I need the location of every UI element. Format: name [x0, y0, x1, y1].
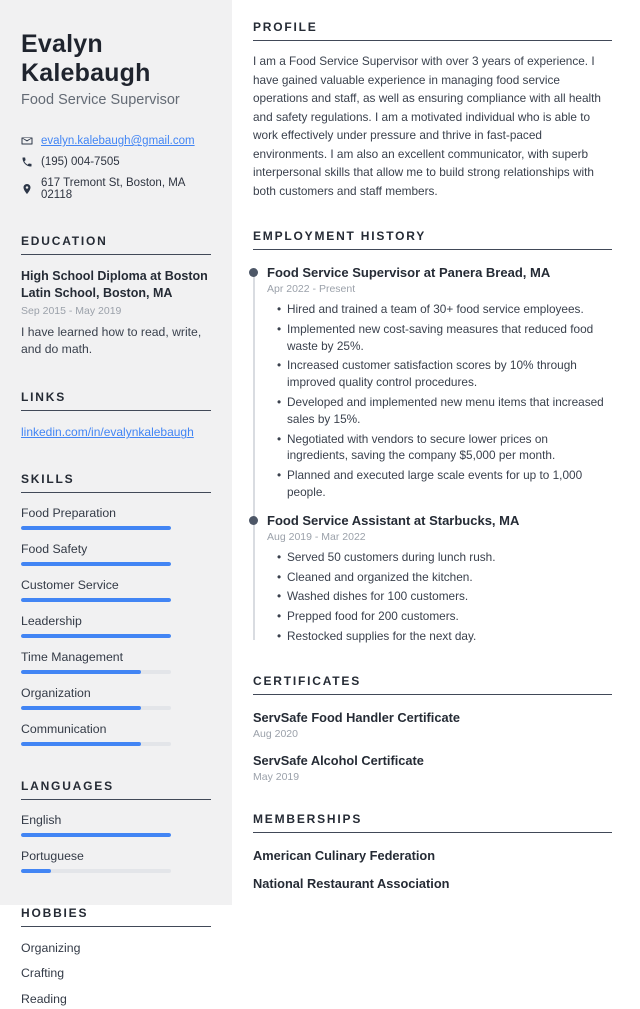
job-bullet: • Developed and implemented new menu items that increased sales by 15%.	[277, 394, 612, 428]
skill-bar-fill	[21, 742, 141, 746]
job-bullet: • Restocked supplies for the next day.	[277, 628, 612, 645]
skill-bar-fill	[21, 562, 171, 566]
education-heading: EDUCATION	[21, 234, 211, 255]
education-degree: High School Diploma at Boston Latin School, Boston, MA	[21, 269, 208, 300]
phone-icon	[21, 156, 33, 168]
certificate-item	[253, 710, 612, 740]
profile-heading: PROFILE	[253, 20, 612, 41]
languages-heading: LANGUAGES	[21, 779, 211, 800]
languages-section	[21, 779, 211, 873]
skill-label: Leadership	[21, 614, 82, 629]
skill-item	[21, 686, 211, 710]
employment-section	[253, 229, 612, 645]
job-bullet: • Increased customer satisfaction scores by 10% through improved quality control procedures.	[277, 357, 612, 391]
job-dates: Aug 2019 - Mar 2022	[267, 530, 366, 543]
skill-item	[21, 542, 211, 566]
skill-label: Time Management	[21, 650, 124, 665]
hobby-item: Organizing	[21, 941, 81, 956]
language-label: Portuguese	[21, 849, 84, 864]
education-section	[21, 234, 211, 357]
person-job-title: Food Service Supervisor	[21, 92, 180, 108]
certificates-heading: CERTIFICATES	[253, 674, 612, 695]
job-bullet: • Negotiated with vendors to secure lower prices on ingredients, saving the company $5,000 per month.	[277, 431, 612, 465]
skill-label: Customer Service	[21, 578, 119, 593]
links-heading: LINKS	[21, 390, 211, 411]
skill-bar-fill	[21, 634, 171, 638]
memberships-section	[253, 812, 612, 891]
employment-heading: EMPLOYMENT HISTORY	[253, 229, 612, 250]
skill-bar-track	[21, 598, 171, 602]
timeline-dot	[249, 268, 258, 277]
skill-bar-track	[21, 706, 171, 710]
email-link[interactable]: evalyn.kalebaugh@gmail.com	[41, 135, 195, 147]
address-text: 617 Tremont St, Boston, MA 02118	[41, 177, 185, 201]
language-bar-track	[21, 869, 171, 873]
main-column	[232, 0, 640, 905]
memberships-heading: MEMBERSHIPS	[253, 812, 612, 833]
language-bar-fill	[21, 833, 171, 837]
language-bar-track	[21, 833, 171, 837]
contact-email-row	[21, 135, 211, 147]
language-bar-fill	[21, 869, 51, 873]
certificates-section	[253, 674, 612, 783]
job-bullet: • Hired and trained a team of 30+ food service employees.	[277, 301, 612, 318]
language-item	[21, 813, 211, 837]
hobbies-heading: HOBBIES	[21, 906, 211, 927]
skill-bar-fill	[21, 706, 141, 710]
certificate-title: ServSafe Alcohol Certificate	[253, 752, 424, 768]
sidebar	[0, 0, 232, 1006]
job-bullet: • Served 50 customers during lunch rush.	[277, 549, 612, 566]
job-title: Food Service Supervisor at Panera Bread, MA	[267, 265, 551, 280]
skill-bar-fill	[21, 526, 171, 530]
timeline-dot	[249, 516, 258, 525]
skill-item	[21, 578, 211, 602]
hobby-item: Reading	[21, 991, 67, 1006]
job-bullet: • Planned and executed large scale events for up to 1,000 people.	[277, 467, 612, 501]
skill-bar-track	[21, 670, 171, 674]
job-dates: Apr 2022 - Present	[267, 283, 356, 295]
job-entry	[267, 513, 612, 645]
skill-label: Food Preparation	[21, 506, 117, 521]
list-item	[21, 425, 211, 439]
job-bullet-list	[267, 549, 612, 645]
job-bullet: • Cleaned and organized the kitchen.	[277, 569, 612, 586]
job-bullet-list	[267, 301, 612, 501]
skill-bar-fill	[21, 598, 171, 602]
hobby-item: Crafting	[21, 966, 65, 981]
education-description: I have learned how to read, write, and do math.	[21, 324, 202, 356]
job-bullet: • Washed dishes for 100 customers.	[277, 588, 612, 605]
skill-item	[21, 614, 211, 638]
skill-bar-track	[21, 634, 171, 638]
skill-label: Organization	[21, 686, 91, 701]
certificate-date: Aug 2020	[253, 727, 298, 740]
person-name-line1: Evalyn	[21, 30, 103, 58]
skill-bar-track	[21, 742, 171, 746]
email-icon	[21, 135, 33, 147]
person-name-line2: Kalebaugh	[21, 58, 151, 87]
skill-item	[21, 506, 211, 530]
employment-timeline	[253, 265, 612, 645]
linkedin-link[interactable]: linkedin.com/in/evalynkalebaugh	[21, 425, 194, 440]
job-bullet: • Implemented new cost-saving measures that reduced food waste by 25%.	[277, 321, 612, 355]
hobbies-section	[21, 906, 211, 1008]
contact-phone-row	[21, 156, 211, 168]
skills-section	[21, 472, 211, 746]
certificate-title: ServSafe Food Handler Certificate	[253, 709, 460, 725]
language-label: English	[21, 813, 62, 828]
certificate-item	[253, 753, 612, 783]
language-item	[21, 849, 211, 873]
job-entry	[267, 265, 612, 501]
job-title: Food Service Assistant at Starbucks, MA	[267, 512, 520, 528]
skill-label: Food Safety	[21, 542, 88, 557]
skills-heading: SKILLS	[21, 472, 211, 493]
membership-item: National Restaurant Association	[253, 875, 450, 891]
skill-bar-fill	[21, 670, 141, 674]
education-dates: Sep 2015 - May 2019	[21, 304, 122, 317]
skill-bar-track	[21, 562, 171, 566]
skill-item	[21, 650, 211, 674]
membership-item: American Culinary Federation	[253, 847, 436, 863]
phone-number: (195) 004-7505	[41, 156, 120, 168]
job-bullet: • Prepped food for 200 customers.	[277, 608, 612, 625]
skill-item	[21, 722, 211, 746]
contact-address-row	[21, 177, 211, 201]
skill-label: Communication	[21, 722, 107, 737]
skill-bar-track	[21, 526, 171, 530]
location-pin-icon	[21, 183, 33, 195]
profile-text: I am a Food Service Supervisor with over 3 years of experience. I have gained valuable experience in managing food service operations and staff, as well as ensuring compliance with all health and safety regulations. I am a motivated individual who is able to work effectively under pressure and thrive in fast-paced environments. I am also an excellent communicator, with superb interpersonal skills that allow me to build strong relationships with both customers and staff members.	[253, 54, 601, 198]
links-section	[21, 390, 211, 439]
profile-section	[253, 20, 612, 200]
person-name	[21, 30, 211, 87]
contact-info	[21, 135, 211, 201]
certificate-date: May 2019	[253, 770, 300, 783]
